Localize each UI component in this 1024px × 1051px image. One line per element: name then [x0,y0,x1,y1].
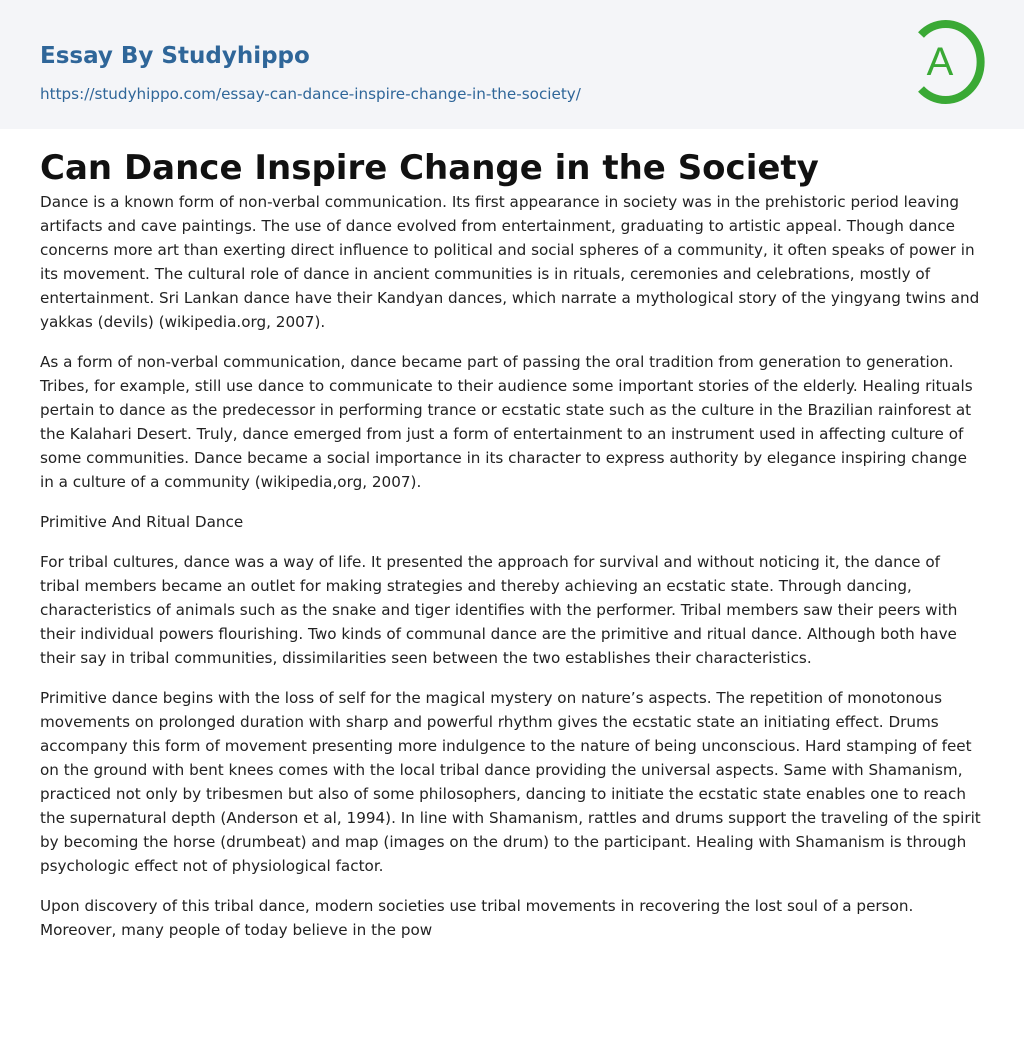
page-title: Can Dance Inspire Change in the Society [40,148,819,188]
essay-paragraph-5: Upon discovery of this tribal dance, modern societies use tribal movements in recovering the lost soul of a person. Moreover, many people of today believe in the pow [40,897,914,939]
logo-letter: A [926,40,954,84]
essay-url-link[interactable]: https://studyhippo.com/essay-can-dance-inspire-change-in-the-society/ [40,85,581,103]
essay-paragraph-4: Primitive dance begins with the loss of self for the magical mystery on nature’s aspects. The repetition of monotonous movements on prolonged duration with sharp and powerful rhythm gives the ecstatic state an initiating effect. Drums accompany this form of movement presenting more indulgence to the nature of being unconscious. Hard stamping of feet on the ground with bent knees comes with the local tribal dance providing the universal aspects. Same with Shamanism, practiced not only by tribesmen but also of some philosophers, dancing to initiate the ecstatic state enables one to reach the supernatural depth (Anderson et al, 1994). In line with Shamanism, rattles and drums support the traveling of the spirit by becoming the horse (drumbeat) and map (images on the drum) to the participant. Healing with Shamanism is through psychologic effect not of physiological factor. [40,689,981,875]
essay-paragraph-1: Dance is a known form of non-verbal communication. Its first appearance in society was in the prehistoric period leaving artifacts and cave paintings. The use of dance evolved from entertainment, graduating to artistic appeal. Though dance concerns more art than exerting direct influence to political and social spheres of a community, it often speaks of power in its movement. The cultural role of dance in ancient communities is in rituals, ceremonies and celebrations, mostly of entertainment. Sri Lankan dance have their Kandyan dances, which narrate a mythological story of the yingyang twins and yakkas (devils) (wikipedia.org, 2007). [40,193,980,331]
essay-subheading: Primitive And Ritual Dance [40,513,244,531]
essay-paragraph-2: As a form of non-verbal communication, dance became part of passing the oral tradition from generation to generation. Tribes, for example, still use dance to communicate to their audience some important stories of the elderly. Healing rituals pertain to dance as the predecessor in performing trance or ecstatic state such as the culture in the Brazilian rainforest at the Kalahari Desert. Truly, dance emerged from just a form of entertainment to an instrument used in affecting culture of some communities. Dance became a social importance in its character to express authority by elegance inspiring change in a culture of a community (wikipedia,org, 2007). [40,353,973,491]
site-header [0,0,1024,129]
site-title[interactable]: Essay By Studyhippo [40,43,310,69]
essay-body [40,190,984,942]
studyhippo-logo-icon[interactable] [905,18,989,106]
essay-paragraph-3: For tribal cultures, dance was a way of life. It presented the approach for survival and without noticing it, the dance of tribal members became an outlet for making strategies and thereby achieving an ecstatic state. Through dancing, characteristics of animals such as the snake and tiger identifies with the performer. Tribal members saw their peers with their individual powers flourishing. Two kinds of communal dance are the primitive and ritual dance. Although both have their say in tribal communities, dissimilarities seen between the two establishes their characteristics. [40,553,958,667]
